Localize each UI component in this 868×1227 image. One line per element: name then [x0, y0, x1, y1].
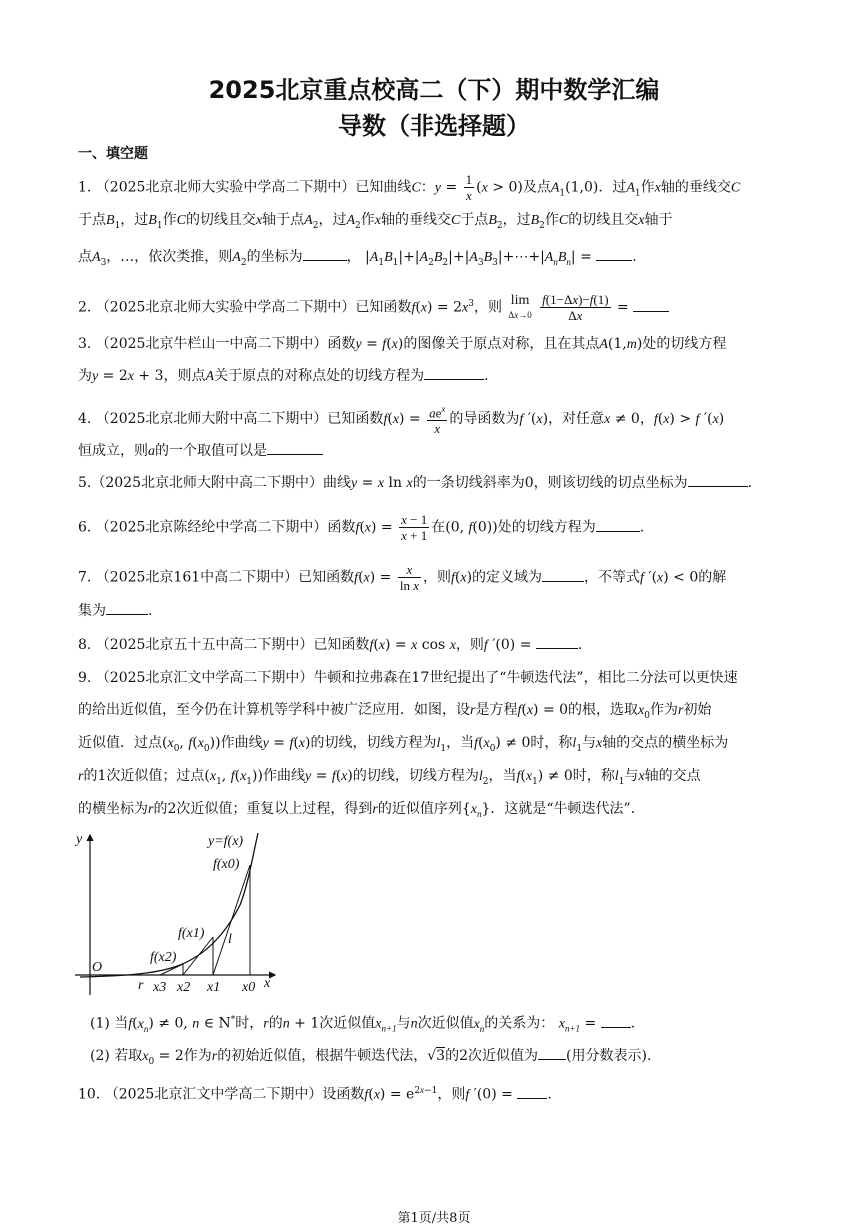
- q8-line: 8. （2025北京五十五中高二下期中）已知函数f(x) = x cos x，则f ′(0) = .: [78, 634, 790, 656]
- answer-blank: [424, 365, 484, 380]
- q4-line1: 4. （2025北京北师大附中高二下期中）已知函数f(x) = $\frac{ae^x}{x}$ 的导函数为f ′(x)，对任意x ≠ 0，f(x) > f ′(x): [78, 404, 725, 437]
- fx1-label: f(x1): [178, 926, 205, 941]
- page-footer: 第1页/共8页: [397, 1211, 471, 1226]
- q6-line: 6. （2025北京陈经纶中学高二下期中）函数f(x) = $\frac{x - 1}{x + 1}$ 在(0, f(0))处的切线方程为 .: [78, 512, 645, 543]
- tangent-2: [183, 937, 213, 975]
- answer-blank: [601, 1013, 631, 1028]
- q9-sub2: (2) 若取$x_0 = 2$作为r的初始近似值，根据牛顿迭代法，√3的2次近似值为 (用分数表示).: [90, 1045, 802, 1072]
- q9-line2: 的给出近似值，至今仍在计算机等学科中被广泛应用．如图，设r是方程f(x) = 0的根，选取$x_0$作为r初始: [78, 702, 712, 721]
- answer-blank: [542, 567, 584, 582]
- y-label: y: [76, 832, 83, 847]
- answer-blank: [303, 246, 347, 261]
- answer-blank: [536, 634, 578, 649]
- answer-blank: [633, 297, 669, 312]
- q9-line5: 的横坐标为r的2次近似值；重复以上过程，得到r的近似值序列$\{x_n\}$．这就是“牛顿迭代法”．: [78, 801, 645, 819]
- fx2-label: f(x2): [150, 950, 177, 965]
- origin-label: O: [92, 960, 103, 975]
- q3-line2: 为y = 2x + 3，则点A关于原点的对称点处的切线方程为 .: [78, 365, 790, 387]
- q1-line3: 点$A_3$，…，依次类推，则$A_2$的坐标为 ， $|A_1B_1|+|A_2B_2|+|A_3B_3|+\cdots+|A_nB_n|$ = .: [78, 246, 790, 273]
- tangent-l: [213, 865, 250, 975]
- answer-blank: [538, 1045, 566, 1060]
- page-subtitle: 导数（非选择题）: [338, 112, 530, 140]
- answer-blank: [596, 517, 640, 532]
- q9-line3: 近似值．过点($x_0$, $f(x_0)$)作曲线y = f(x)的切线，切线方程为$l_1$，当$f(x_0) \ne 0$时，称$l_1$与x轴的交点的横坐标为: [78, 735, 729, 754]
- q1-line2: 于点$B_1$，过$B_1$作C的切线且交x轴于点$A_2$，过$A_2$作x轴的垂线交C于点$B_2$，过$B_2$作C的切线且交x轴于: [78, 212, 673, 231]
- q3-line1: 3. （2025北京牛栏山一中高二下期中）函数y = f(x)的图像关于原点对称，且在其点A(1,m)处的切线方程: [78, 336, 727, 352]
- q5-line: 5.（2025北京北师大附中高二下期中）曲线y = x ln x的一条切线斜率为0，则该切线的切点坐标为 .: [78, 472, 790, 494]
- section-heading: 一、填空题: [78, 146, 148, 162]
- x-tick-x1: x1: [207, 980, 221, 995]
- l-label: l: [228, 932, 232, 947]
- answer-blank: [517, 1084, 547, 1099]
- page-title: 2025北京重点校高二（下）期中数学汇编: [208, 76, 660, 104]
- q9-sub1: (1) 当$f(x_n) \ne 0$, n ∈ N*时，r的n + 1次近似值$x_{n+1}$与n次近似值$x_n$的关系为： $x_{n+1}$ = .: [90, 1010, 802, 1038]
- q7-line1: 7. （2025北京161中高二下期中）已知函数f(x) = $\frac{x}{\text{ln x}}$ ，则f(x)的定义域为 ，不等式f ′(x) < 0的解: [78, 562, 727, 593]
- x-tick-x3: x3: [153, 980, 167, 995]
- q1-line1: 1. （2025北京北师大实验中学高二下期中）已知曲线C：y = $\frac{1}{x}$ (x > 0)及点$A_1(1,0)$．过$A_1$作x轴的垂线交C: [78, 172, 741, 203]
- answer-blank: [596, 246, 632, 261]
- answer-blank: [106, 600, 148, 615]
- fx0-label: f(x0): [213, 857, 240, 872]
- curve-label: y=f(x): [208, 834, 244, 849]
- q4-line2: 恒成立，则a的一个取值可以是: [78, 440, 790, 462]
- q10-line: 10. （2025北京汇文中学高二下期中）设函数$f(x) = e^{2x-1}$，则f ′(0) = .: [78, 1085, 552, 1103]
- q2-line: 2. （2025北京北师大实验中学高二下期中）已知函数$f(x) = 2x^3$，则 lim Δx→0 $\frac{f(1-\Delta x)-f(1)}{\Delta x}$ =: [78, 292, 790, 323]
- q7-line2: 集为 .: [78, 600, 790, 621]
- q9-line4: r的1次近似值；过点($x_1$, $f(x_1)$)作曲线y = f(x)的切线，切线方程为$l_2$，当$f(x_1) \ne 0$时，称$l_1$与x轴的交点: [78, 768, 701, 787]
- q9-line1: 9. （2025北京汇文中学高二下期中）牛顿和拉弗森在17世纪提出了“牛顿迭代法”，相比二分法可以更快速: [78, 670, 738, 686]
- x-tick-x0: x0: [242, 980, 256, 995]
- x-tick-r: r: [138, 978, 144, 993]
- x-tick-x2: x2: [177, 980, 191, 995]
- newton-iteration-figure: [70, 825, 290, 1000]
- answer-blank: [267, 440, 323, 455]
- x-label: x: [264, 976, 271, 991]
- answer-blank: [688, 472, 748, 487]
